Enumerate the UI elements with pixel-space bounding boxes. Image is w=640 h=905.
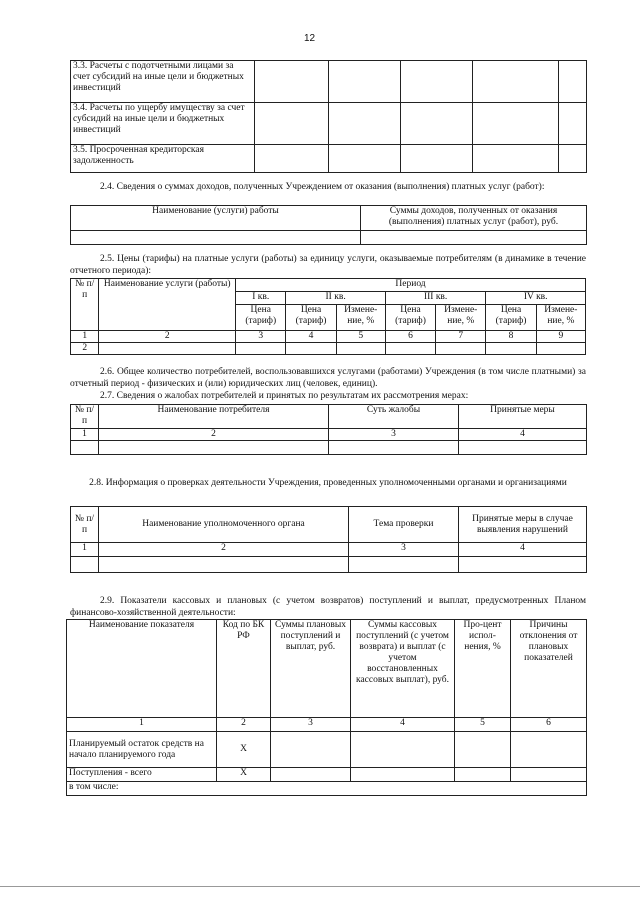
table-row: 1 2 3 4 5 6 7 8 9	[71, 331, 586, 343]
col-consumer-header: Наименование потребителя	[99, 405, 329, 429]
table-2-3-continued	[70, 60, 587, 173]
section-2-4-heading: 2.4. Сведения о суммах доходов, полученных Учреждением от оказания (выполнения) платных услуг (работ):	[100, 182, 545, 192]
row-label: 3.3. Расчеты с подотчетными лицами за счет субсидий на иные цели и бюджетных инвестиций	[71, 61, 255, 103]
quarter-4: IV кв.	[486, 292, 586, 305]
col-percent-header: Про-цент испол-нения, %	[455, 620, 511, 718]
col-essence-header: Суть жалобы	[329, 405, 459, 429]
change-header: Измене-ние, %	[336, 305, 385, 331]
page-number: 12	[304, 33, 316, 44]
quarter-1: I кв.	[236, 292, 286, 305]
col-measures-header: Принятые меры в случае выявления нарушений	[459, 507, 587, 543]
table-row: 1 2 3 4 5 6	[67, 718, 587, 732]
scan-edge-line	[0, 886, 640, 887]
col-num-header: № п/п	[71, 279, 99, 331]
col-name-header: Наименование услуги (работы)	[99, 279, 236, 331]
change-header: Измене-ние, %	[436, 305, 486, 331]
col-organ-header: Наименование уполномоченного органа	[99, 507, 349, 543]
section-2-8-heading: 2.8. Информация о проверках деятельности Учреждения, проведенных уполномоченными органами и организациями	[89, 478, 567, 488]
table-2-5	[70, 278, 586, 355]
table-row: 1 2 3 4	[71, 543, 587, 557]
col-service-header: Наименование (услуги) работы	[71, 206, 361, 231]
change-header: Измене-ние, %	[536, 305, 585, 331]
col-period-header: Период	[236, 279, 586, 292]
col-measures-header: Принятые меры	[459, 405, 587, 429]
table-2-4	[70, 205, 587, 245]
col-planned-header: Суммы плановых поступлений и выплат, руб.	[271, 620, 351, 718]
quarter-2: II кв.	[286, 292, 385, 305]
section-2-9-heading: 2.9. Показатели кассовых и плановых (с учетом возвратов) поступлений и выплат, предусмотренных Планом финансово-хозяйственной деятельности:	[70, 596, 586, 618]
col-topic-header: Тема проверки	[349, 507, 459, 543]
table-2-7	[70, 404, 587, 455]
table-row: Поступления - всего X	[67, 768, 587, 782]
row-label: 3.5. Просроченная кредиторская задолженность	[71, 145, 255, 173]
col-income-header: Суммы доходов, полученных от оказания (выполнения) платных услуг (работ), руб.	[361, 206, 587, 231]
table-row: 1 2 3 4	[71, 429, 587, 441]
section-2-5-heading: 2.5. Цены (тарифы) на платные услуги (работы) за единицу услуги, оказываемые потребителям (в динамике в течение отчетного периода):	[70, 254, 586, 276]
table-row	[67, 782, 587, 796]
row-label: Планируемый остаток средств на начало планируемого года	[67, 732, 217, 768]
price-header: Цена (тариф)	[486, 305, 536, 331]
quarter-3: III кв.	[385, 292, 486, 305]
col-code-header: Код по БК РФ	[217, 620, 271, 718]
price-header: Цена (тариф)	[385, 305, 435, 331]
col-num-header: № п/п	[71, 507, 99, 543]
table-2-8	[70, 506, 587, 573]
section-2-7-heading: 2.7. Сведения о жалобах потребителей и принятых по результатам их рассмотрения мерах:	[100, 391, 469, 401]
table-2-9	[66, 619, 587, 796]
col-cash-header: Суммы кассовых поступлений (с учетом возврата) и выплат (с учетом восстановленных кассовых выплат), руб.	[351, 620, 455, 718]
including-label: в том числе:	[67, 782, 587, 796]
col-num-header: № п/п	[71, 405, 99, 429]
section-2-6-heading: 2.6. Общее количество потребителей, воспользовавшихся услугами (работами) Учреждения (в том числе платными) за отчетный период - физических и (или) юридических лиц (человек, единиц).	[70, 367, 586, 389]
table-row: Планируемый остаток средств на начало планируемого года X	[67, 732, 587, 768]
price-header: Цена (тариф)	[286, 305, 336, 331]
row-label: Поступления - всего	[67, 768, 217, 782]
col-reasons-header: Причины отклонения от плановых показателей	[511, 620, 587, 718]
table-row: 2	[71, 343, 586, 355]
col-indicator-header: Наименование показателя	[67, 620, 217, 718]
row-label: 3.4. Расчеты по ущербу имуществу за счет субсидий на иные цели и бюджетных инвестиций	[71, 103, 255, 145]
price-header: Цена (тариф)	[236, 305, 286, 331]
